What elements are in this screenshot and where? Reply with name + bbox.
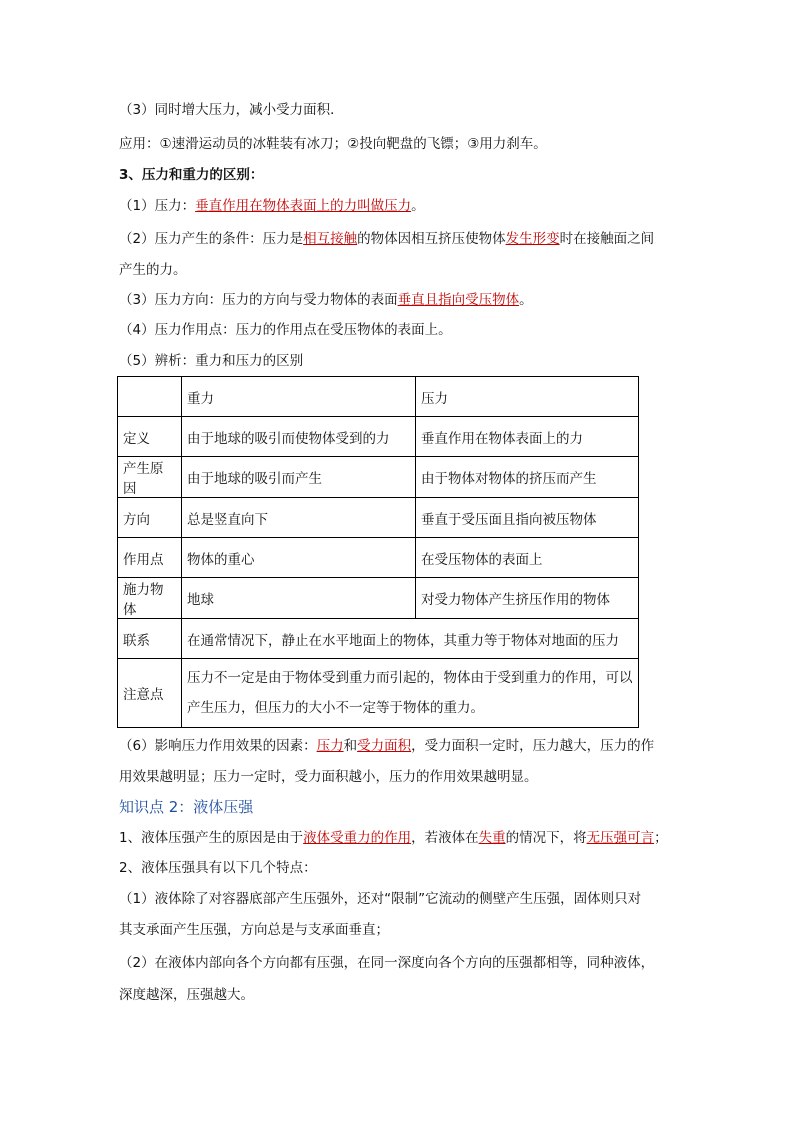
text-line: 2、液体压强具有以下几个特点： (119, 860, 317, 876)
text-span: 。 (519, 292, 533, 308)
text-span: ； (654, 830, 668, 846)
text-line (119, 229, 654, 249)
emphasis-text: 无压强可言 (586, 830, 655, 846)
text-line: 其支承面产生压强，方向总是与支承面垂直； (119, 922, 389, 938)
table-row-label: 联系 (118, 619, 182, 659)
text-line: 用效果越明显；压力一定时，受力面积越小，压力的作用效果越明显。 (119, 769, 538, 785)
table-row (118, 619, 639, 659)
table-row (118, 457, 639, 498)
table-cell: 物体的重心 (182, 538, 416, 578)
table-row (118, 498, 639, 538)
emphasis-text: 垂直作用在物体表面上的力叫做压力 (195, 198, 412, 214)
text-line: （5）辨析：重力和压力的区别 (119, 353, 304, 369)
emphasis-text: 相互接触 (303, 231, 358, 247)
knowledge-point-heading: 知识点 2：液体压强 (119, 798, 254, 816)
text-line (119, 290, 533, 310)
table-cell: 地球 (182, 578, 416, 619)
text-line: （3）同时增大压力，减小受力面积． (119, 102, 344, 118)
text-line: （2）在液体内部向各个方向都有压强，在同一深度向各个方向的压强都相等，同种液体， (119, 955, 655, 971)
emphasis-text: 失重 (478, 830, 506, 846)
table-row-label: 注意点 (118, 659, 182, 728)
text-line: （1）液体除了对容器底部产生压强外，还对“限制”它流动的侧壁产生压强，固体则只对 (119, 891, 642, 907)
text-span: （2）压力产生的条件：压力是 (119, 231, 304, 247)
table-row (118, 659, 639, 728)
table-cell (118, 377, 182, 417)
emphasis-text: 压力 (316, 738, 344, 754)
table-cell: 垂直于受压面且指向被压物体 (416, 498, 639, 538)
text-line (119, 196, 425, 216)
emphasis-text: 发生形变 (505, 231, 560, 247)
text-line: 深度越深，压强越大。 (119, 987, 254, 1003)
text-span: ，若液体在 (411, 830, 479, 846)
table-header-cell: 重力 (182, 377, 416, 417)
text-span: 的情况下，将 (505, 830, 587, 846)
table-cell: 对受力物体产生挤压作用的物体 (416, 578, 639, 619)
table-row-label: 产生原因 (118, 457, 182, 498)
table-cell: 压力不一定是由于物体受到重力而引起的，物体由于受到重力的作用，可以产生压力，但压力的大小不一定等于物体的重力。 (182, 659, 639, 728)
text-span: 。 (411, 198, 425, 214)
text-span: 和 (343, 738, 358, 754)
table-row (118, 417, 639, 457)
table-row-label: 施力物体 (118, 578, 182, 619)
table-cell: 在受压物体的表面上 (416, 538, 639, 578)
table-cell: 由于物体对物体的挤压而产生 (416, 457, 639, 498)
table-row-label: 方向 (118, 498, 182, 538)
section-heading: 3、压力和重力的区别： (119, 167, 264, 183)
text-line: 产生的力。 (119, 262, 187, 278)
emphasis-text: 受力面积 (357, 738, 412, 754)
text-line (119, 828, 668, 848)
text-span: （3）压力方向：压力的方向与受力物体的表面 (119, 292, 398, 308)
text-span: ，受力面积一定时，压力越大，压力的作 (411, 738, 655, 754)
table-cell: 在通常情况下，静止在水平地面上的物体，其重力等于物体对地面的压力 (182, 619, 639, 659)
table-cell: 总是竖直向下 (182, 498, 416, 538)
text-span: （1）压力： (119, 198, 196, 214)
emphasis-text: 液体受重力的作用 (303, 830, 412, 846)
table-row-label: 作用点 (118, 538, 182, 578)
table-cell: 垂直作用在物体表面上的力 (416, 417, 639, 457)
text-line: 应用：①速滑运动员的冰鞋装有冰刀；②投向靶盘的飞镖；③用力刹车。 (119, 136, 547, 152)
text-line (119, 736, 654, 756)
table-row (118, 578, 639, 619)
text-line: （4）压力作用点：压力的作用点在受压物体的表面上。 (119, 322, 452, 338)
text-span: 1、液体压强产生的原因是由于 (119, 830, 304, 846)
text-span: （6）影响压力作用效果的因素： (119, 738, 317, 754)
table-header-row (118, 377, 639, 417)
text-span: 的物体因相互挤压使物体 (357, 231, 506, 247)
emphasis-text: 垂直且指向受压物体 (397, 292, 520, 308)
table-cell: 由于地球的吸引而产生 (182, 457, 416, 498)
table-cell: 由于地球的吸引而使物体受到的力 (182, 417, 416, 457)
table-row (118, 538, 639, 578)
table-header-cell: 压力 (416, 377, 639, 417)
comparison-table (117, 376, 639, 728)
text-span: 时在接触面之间 (559, 231, 655, 247)
table-row-label: 定义 (118, 417, 182, 457)
